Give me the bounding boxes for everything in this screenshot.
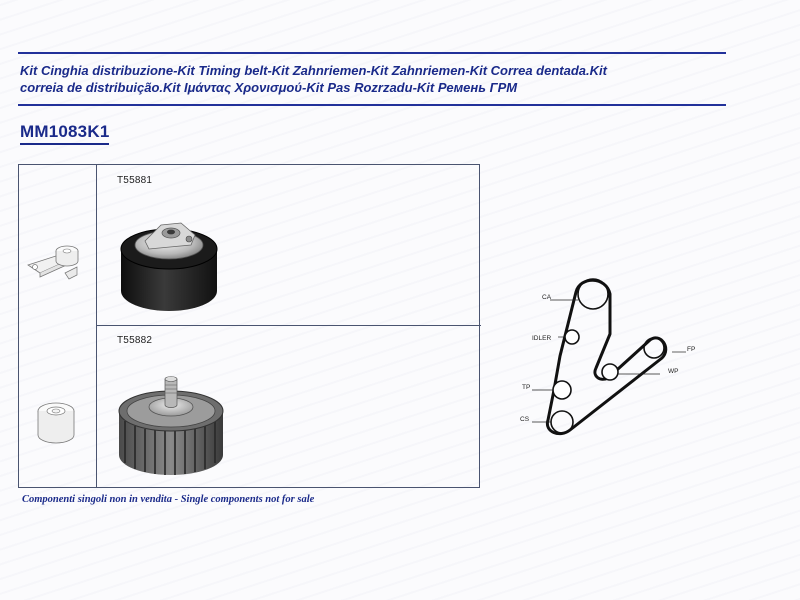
label-wp: WP [668,368,679,375]
label-cs: CS [520,416,530,423]
table-row-divider [96,325,481,326]
pulley-cs-icon [551,411,573,433]
toothed-idler-pulley-icon [111,373,231,483]
table-column-divider [96,165,97,487]
label-fp: FP [687,346,696,353]
label-ca: CA [542,294,552,301]
pulley-wp-icon [602,364,618,380]
label-tp: TP [522,384,531,391]
kit-title-line-1: Kit Cinghia distribuzione-Kit Timing belt-Kit Zahnriemen-Kit Zahnriemen-Kit Correa dentada.Kit [20,63,607,78]
label-idler: IDLER [532,335,552,342]
header-bottom-rule [18,104,726,106]
idler-thumbnail-icon [31,397,81,453]
pulley-idler-icon [565,330,579,344]
components-table [18,164,480,488]
header-top-rule [18,52,726,54]
pulley-fp-icon [644,338,664,358]
pulley-ca-icon [578,279,608,309]
kit-title [20,62,725,96]
pulley-tp-icon [553,381,571,399]
kit-title-line-2: correia de distribuição.Kit Ιμάντας Χρονισμού-Kit Pas Rozrzadu-Kit Ремень ГРМ [20,80,518,95]
part-code-t55882: T55882 [117,335,153,346]
belt-routing-diagram [510,270,700,450]
footnote-not-for-sale: Componenti singoli non in vendita - Single components not for sale [22,494,315,505]
part-code-t55881: T55881 [117,175,153,186]
kit-code: MM1083K1 [20,122,109,145]
tensioner-thumbnail-icon [25,237,91,287]
tensioner-pulley-icon [115,211,225,315]
